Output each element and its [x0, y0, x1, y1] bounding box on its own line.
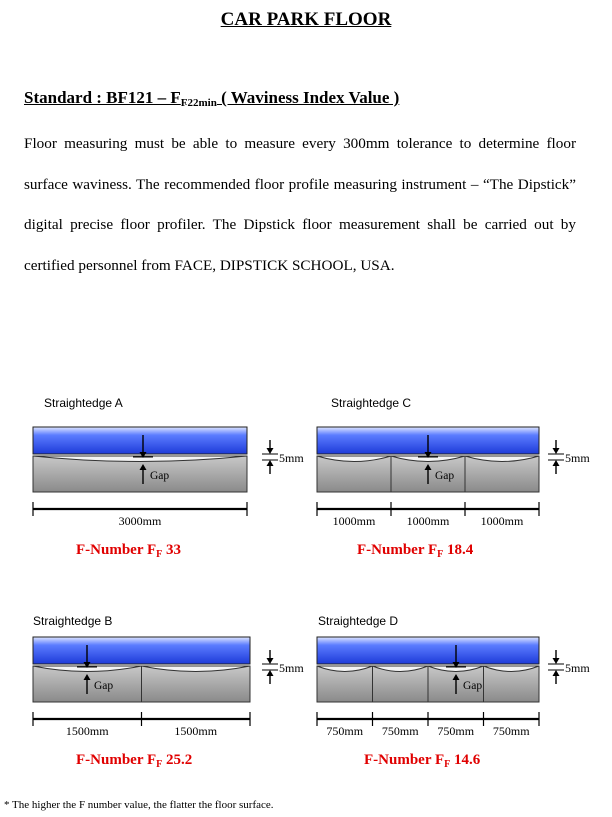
depth-label: 5mm — [279, 451, 304, 465]
depth-label: 5mm — [279, 661, 304, 675]
segment-length-label: 750mm — [437, 724, 475, 738]
gap-label: Gap — [435, 470, 455, 482]
page-title: CAR PARK FLOOR — [220, 9, 392, 30]
footnote: * The higher the F number value, the flatter the floor surface. — [4, 799, 274, 811]
straightedge-b-label: Straightedge B — [33, 614, 113, 628]
straightedge-bar — [33, 427, 247, 454]
gap-label: Gap — [94, 680, 114, 692]
straightedge-a-label: Straightedge A — [44, 396, 123, 410]
depth-label: 5mm — [565, 451, 590, 465]
depth-label: 5mm — [565, 661, 590, 675]
straightedge-bar — [317, 637, 539, 664]
segment-length-label: 750mm — [381, 724, 419, 738]
straightedge-bar — [33, 637, 250, 664]
straightedge-c-label: Straightedge C — [331, 396, 412, 410]
segment-length-label: 1000mm — [406, 514, 450, 528]
fnumber-a: F-Number $F_F$ 33 — [76, 542, 181, 560]
segment-length-label: 750mm — [492, 724, 530, 738]
segment-length-label: 1500mm — [65, 724, 109, 738]
description-paragraph: Floor measuring must be able to measure every 300mm tolerance to determine floor surface waviness. The recommended floor profile measuring instrument – “The Dipstick” digital precise floor profiler. The Dipstick floor measurement shall be carried out by certified personnel from FACE, DIPSTICK SCHOOL, USA. — [24, 135, 576, 274]
straightedge-c-figure — [317, 427, 590, 528]
fnumber-d: F-Number $F_F$ 14.6 — [364, 752, 481, 770]
straightedge-d-figure — [317, 637, 590, 738]
standard-heading: Standard : $BF121 - F_{F22min}$ ( Waviness Index Value ) — [24, 88, 400, 109]
fnumber-c: F-Number $F_F$ 18.4 — [357, 542, 474, 560]
segment-length-label: 3000mm — [118, 514, 162, 528]
straightedge-a-figure — [33, 427, 304, 528]
segment-length-label: 750mm — [326, 724, 364, 738]
segment-length-label: 1000mm — [332, 514, 376, 528]
gap-label: Gap — [150, 470, 170, 482]
fnumber-b: F-Number $F_F$ 25.2 — [76, 752, 193, 770]
segment-length-label: 1000mm — [480, 514, 524, 528]
gap-label: Gap — [463, 680, 483, 692]
segment-length-label: 1500mm — [174, 724, 218, 738]
straightedge-b-figure — [33, 637, 304, 738]
straightedge-d-label: Straightedge D — [318, 614, 399, 628]
